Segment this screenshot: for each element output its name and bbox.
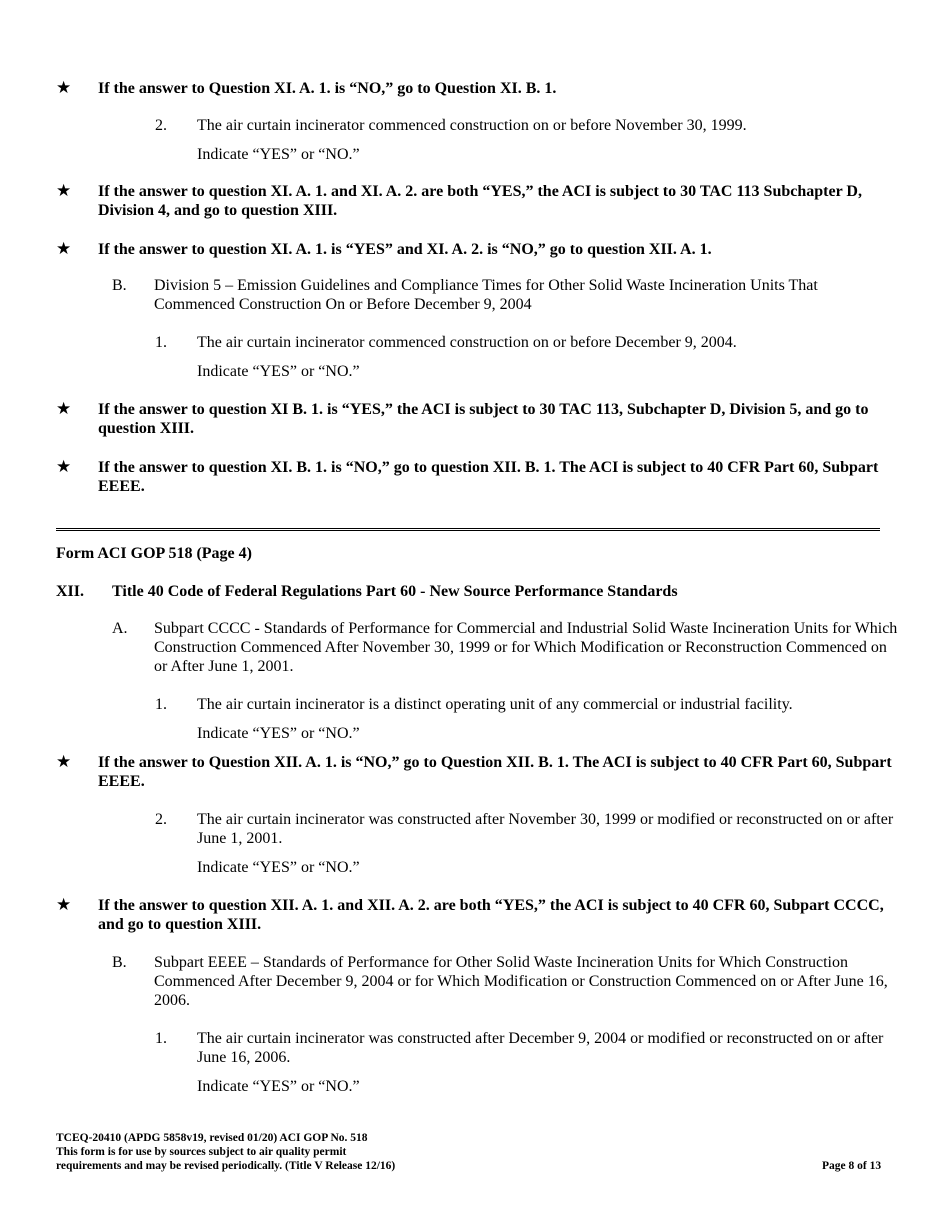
item-number: 1. bbox=[155, 696, 167, 713]
star-icon: ★ bbox=[56, 895, 72, 914]
question-xi-a2: The air curtain incinerator commenced construction on or before November 30, 1999. bbox=[197, 117, 747, 134]
star-icon: ★ bbox=[56, 399, 72, 418]
question-xi-b1: The air curtain incinerator commenced construction on or before December 9, 2004. bbox=[197, 334, 737, 351]
item-number: 1. bbox=[155, 1030, 167, 1047]
item-letter: A. bbox=[112, 620, 128, 637]
indicate-yes-no: Indicate “YES” or “NO.” bbox=[197, 146, 360, 163]
footer-usage-note: This form is for use by sources subject to air quality permit bbox=[56, 1146, 347, 1158]
item-number: 2. bbox=[155, 811, 167, 828]
item-number: 1. bbox=[155, 334, 167, 351]
section-title: Title 40 Code of Federal Regulations Part 60 - New Source Performance Standards bbox=[112, 583, 678, 600]
section-number: XII. bbox=[56, 583, 85, 600]
section-divider bbox=[56, 528, 880, 531]
item-letter: B. bbox=[112, 954, 127, 971]
form-title: Form ACI GOP 518 (Page 4) bbox=[56, 545, 252, 562]
star-icon: ★ bbox=[56, 239, 72, 258]
indicate-yes-no: Indicate “YES” or “NO.” bbox=[197, 859, 360, 876]
star-icon: ★ bbox=[56, 78, 72, 97]
subpart-cccc-heading: Subpart CCCC - Standards of Performance for Commercial and Industrial Solid Waste Incineration Units for Which Construction Commenced After November 30, 1999 or for Which Modification or Reconstruction Commenced on or After June 1, 2001. bbox=[154, 620, 898, 675]
subpart-eeee-heading: Subpart EEEE – Standards of Performance for Other Solid Waste Incineration Units for Which Construction Commenced After December 9, 2004 or for Which Modification or Construction Commenced on or After June 16, 2006. bbox=[154, 954, 888, 1009]
instruction-xi-both-yes: If the answer to question XI. A. 1. and XI. A. 2. are both “YES,” the ACI is subject to 30 TAC 113 Subchapter D, Division 4, and go to question XIII. bbox=[98, 183, 862, 219]
division-5-heading: Division 5 – Emission Guidelines and Compliance Times for Other Solid Waste Incineration Units That Commenced Construction On or Before December 9, 2004 bbox=[154, 277, 818, 313]
star-icon: ★ bbox=[56, 181, 72, 200]
instruction-xi-b1-no: If the answer to question XI. B. 1. is “NO,” go to question XII. B. 1. The ACI is subject to 40 CFR Part 60, Subpart EEEE. bbox=[98, 459, 879, 495]
page-number: Page 8 of 13 bbox=[822, 1160, 882, 1172]
indicate-yes-no: Indicate “YES” or “NO.” bbox=[197, 1078, 360, 1095]
star-icon: ★ bbox=[56, 457, 72, 476]
indicate-yes-no: Indicate “YES” or “NO.” bbox=[197, 725, 360, 742]
question-xii-a2: The air curtain incinerator was constructed after November 30, 1999 or modified or reconstructed on or after June 1, 2001. bbox=[197, 811, 894, 847]
question-xii-a1: The air curtain incinerator is a distinct operating unit of any commercial or industrial facility. bbox=[197, 696, 793, 713]
indicate-yes-no: Indicate “YES” or “NO.” bbox=[197, 363, 360, 380]
instruction-xi-yes-no: If the answer to question XI. A. 1. is “YES” and XI. A. 2. is “NO,” go to question XII. A. 1. bbox=[98, 241, 712, 258]
instruction-xi-a1-no: If the answer to Question XI. A. 1. is “NO,” go to Question XI. B. 1. bbox=[98, 80, 557, 97]
instruction-xi-b1-yes: If the answer to question XI B. 1. is “YES,” the ACI is subject to 30 TAC 113, Subchapter D, Division 5, and go to question XIII. bbox=[98, 401, 869, 437]
star-icon: ★ bbox=[56, 752, 72, 771]
footer-release-note: requirements and may be revised periodically. (Title V Release 12/16) bbox=[56, 1160, 396, 1172]
footer-form-id: TCEQ-20410 (APDG 5858v19, revised 01/20) ACI GOP No. 518 bbox=[56, 1132, 368, 1144]
item-letter: B. bbox=[112, 277, 127, 294]
question-xii-b1: The air curtain incinerator was constructed after December 9, 2004 or modified or reconstructed on or after June 16, 2006. bbox=[197, 1030, 884, 1066]
item-number: 2. bbox=[155, 117, 167, 134]
instruction-xii-a1-no: If the answer to Question XII. A. 1. is “NO,” go to Question XII. B. 1. The ACI is subject to 40 CFR Part 60, Subpart EEEE. bbox=[98, 754, 892, 790]
instruction-xii-both-yes: If the answer to question XII. A. 1. and XII. A. 2. are both “YES,” the ACI is subject to 40 CFR 60, Subpart CCCC, and go to question XIII. bbox=[98, 897, 884, 933]
